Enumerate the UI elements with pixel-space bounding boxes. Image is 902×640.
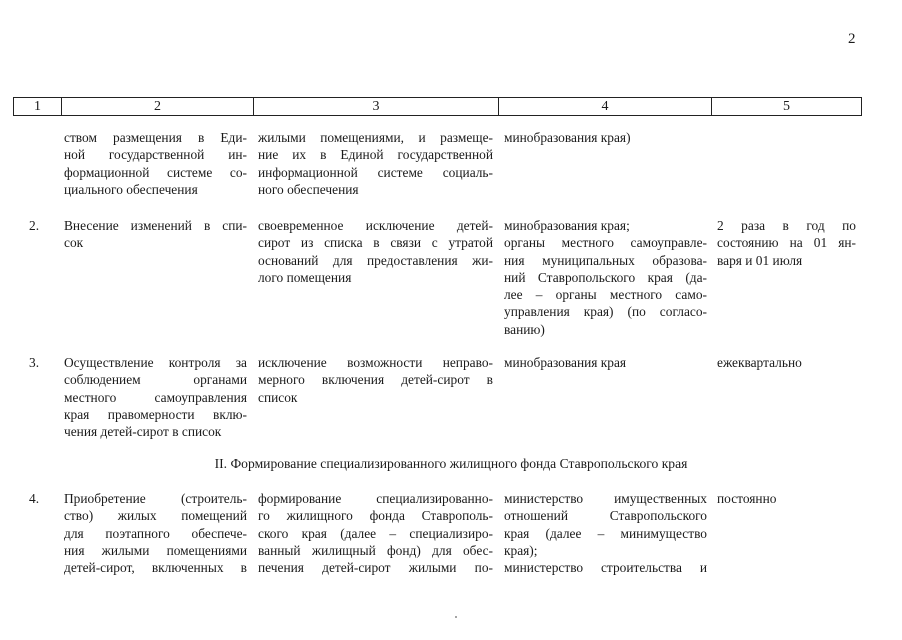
header-col-4: 4 [499,98,712,115]
row-1-measure [64,129,247,198]
text-line: ванный жилищный фонд) для обес- [258,542,493,558]
text-line: лее – органы местного само- [504,287,707,303]
text-line: формационной системе со- [64,164,247,180]
row-2-responsible [504,217,707,338]
text-line: минобразования края [504,355,627,370]
scan-speck [455,616,457,618]
table-header-row [13,97,862,116]
text-line: своевременное исключение детей- [258,218,493,233]
text-line: го жилищного фонда Ставрополь- [258,508,493,524]
text-line: минобразования края; [504,218,630,233]
header-col-3: 3 [254,98,499,115]
text-line: Осуществление контроля за [64,355,247,370]
header-col-1: 1 [14,98,62,115]
row-3-result [258,354,493,406]
text-line: ний Ставропольского края (да- [504,269,707,285]
text-line: 2 раза в год по [717,218,856,233]
row-2-number: 2. [29,218,40,233]
text-line: органы местного самоуправле- [504,235,707,251]
text-line: ния муниципальных образова- [504,252,707,268]
text-line: формирование специализированно- [258,491,493,506]
text-line: ежеквартально [717,355,802,370]
row-2-measure [64,217,247,252]
row-1-responsible [504,129,707,146]
text-line: исключение возможности неправо- [258,355,493,370]
text-line: ством размещения в Еди- [64,130,247,145]
text-line: постоянно [717,491,777,506]
text-line: жилыми помещениями, и размеще- [258,130,493,145]
text-line: ного обеспечения [258,181,359,197]
text-line: печения детей-сирот жилыми по- [258,560,493,576]
text-line: циального обеспечения [64,181,198,197]
text-line: ского края (далее – специализиро- [258,525,493,541]
row-1-result [258,129,493,198]
text-line: края); [504,542,538,558]
header-col-5: 5 [783,99,790,114]
text-line: для поэтапного обеспече- [64,525,247,541]
text-line: соблюдением органами [64,372,247,388]
text-line: края (далее – минимущество [504,525,707,541]
row-4-measure [64,490,247,576]
section-title: II. Формирование специализированного жилищного фонда Ставропольского края [214,456,688,471]
text-line: ванию) [504,321,545,337]
text-line: ние их в Единой государственной [258,147,493,163]
row-4-result [258,490,493,576]
row-2-deadline [717,217,856,269]
text-line: отношений Ставропольского [504,508,707,524]
text-line: сок [64,235,84,251]
text-line: минобразования края) [504,130,631,145]
text-line: лого помещения [258,269,352,285]
text-line: края правомерности вклю- [64,406,247,422]
text-line: варя и 01 июля [717,252,803,268]
text-line: управления края) (по согласо- [504,304,707,320]
text-line: список [258,389,298,405]
row-4-deadline [717,490,856,507]
text-line: мерного включения детей-сирот в [258,372,493,388]
row-2-result [258,217,493,286]
text-line: оснований для предоставления жи- [258,252,493,268]
page-number: 2 [848,31,856,47]
text-line: ной государственной ин- [64,147,247,163]
text-line: состоянию на 01 ян- [717,235,856,251]
text-line: сирот из списка в связи с утратой [258,235,493,251]
header-col-2: 2 [62,98,254,115]
text-line: Приобретение (строитель- [64,491,247,506]
text-line: информационной системе социаль- [258,164,493,180]
row-3-deadline [717,354,856,371]
text-line: ния жилыми помещениями [64,542,247,558]
text-line: чения детей-сирот в список [64,424,222,440]
row-4-number: 4. [29,491,40,506]
text-line: министерство строительства и [504,560,707,576]
text-line: ство) жилых помещений [64,508,247,524]
text-line: министерство имущественных [504,491,707,506]
row-3-measure [64,354,247,440]
text-line: детей-сирот, включенных в [64,560,247,576]
row-3-responsible [504,354,707,371]
text-line: Внесение изменений в спи- [64,218,247,233]
text-line: местного самоуправления [64,389,247,405]
row-4-responsible [504,490,707,576]
row-3-number: 3. [29,355,40,370]
